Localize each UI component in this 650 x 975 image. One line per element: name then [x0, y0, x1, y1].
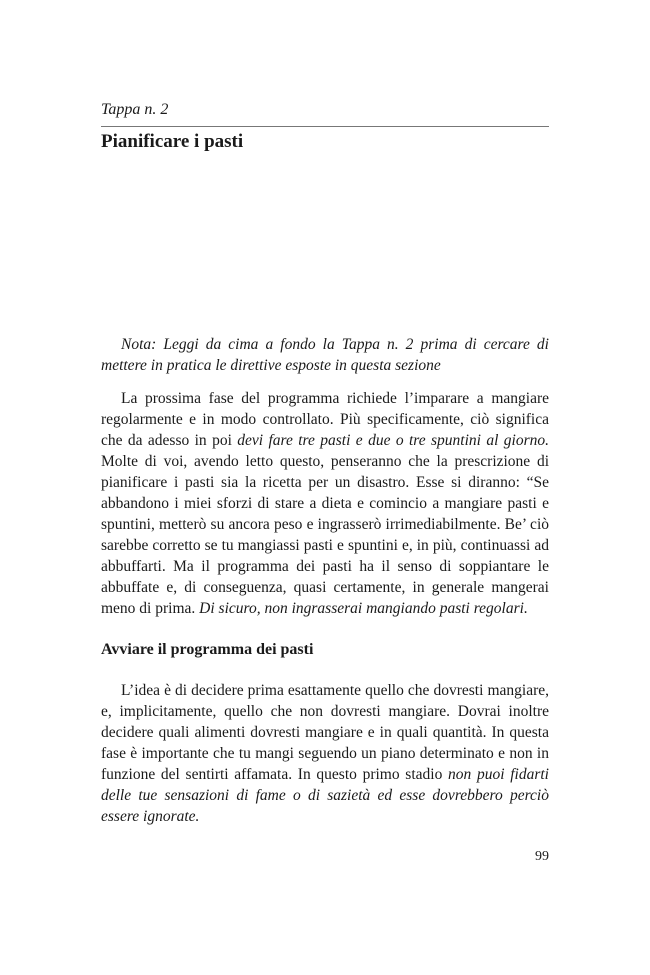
note-paragraph: Nota: Leggi da cima a fondo la Tappa n. 2 prima di cercare di mettere in pratica le direttive esposte in questa sezione	[101, 336, 549, 374]
paragraph-2-text-a: L’idea è di decidere prima esattamente quello che dovresti mangiare, e, implicitamente, quello che non dovresti mangiare. Dovrai inoltre decidere quali alimenti dovresti mangiare e in quali quantità. In questa fase è importante che tu mangi seguendo un piano determinato e non in funzione del sentirti affamata. In questo primo stadio	[101, 682, 549, 783]
paragraph-1-italic-b: Di sicuro, non ingrasserai mangiando pasti regolari.	[199, 600, 528, 617]
page-number: 99	[535, 849, 549, 864]
section-title: Avviare il programma dei pasti	[101, 641, 314, 658]
book-page	[101, 100, 549, 864]
paragraph-2-italic-a: non puoi fidarti delle tue sensazioni di fame o di sazietà ed esse dovrebbero perciò essere ignorate.	[101, 766, 549, 825]
body-paragraph-1	[101, 388, 549, 619]
paragraph-1-text-a: La prossima fase del programma richiede l’imparare a mangiare regolarmente e in modo controllato. Più specificamente, ciò significa che da adesso in poi	[101, 390, 549, 449]
chapter-title: Pianificare i pasti	[101, 131, 244, 152]
step-label: Tappa n. 2	[101, 100, 549, 127]
body-paragraph-2	[101, 680, 549, 827]
paragraph-1-text-b: Molte di voi, avendo letto questo, penseranno che la prescrizione di pianificare i pasti sia la ricetta per un disastro. Esse si diranno: “Se abbandono i miei sforzi di stare a dieta e comincio a mangiare pasti e spuntini, metterò su ancora peso e ingrasserò irrimediabilmente. Be’ ciò sarebbe corretto se tu mangiassi pasti e spuntini e, in più, continuassi ad abbuffarti. Ma il programma dei pasti ha il senso di soppiantare le abbuffate e, di conseguenza, quasi certamente, in generale mangerai meno di prima.	[101, 453, 549, 617]
paragraph-1-italic-a: devi fare tre pasti e due o tre spuntini al giorno.	[237, 432, 549, 449]
